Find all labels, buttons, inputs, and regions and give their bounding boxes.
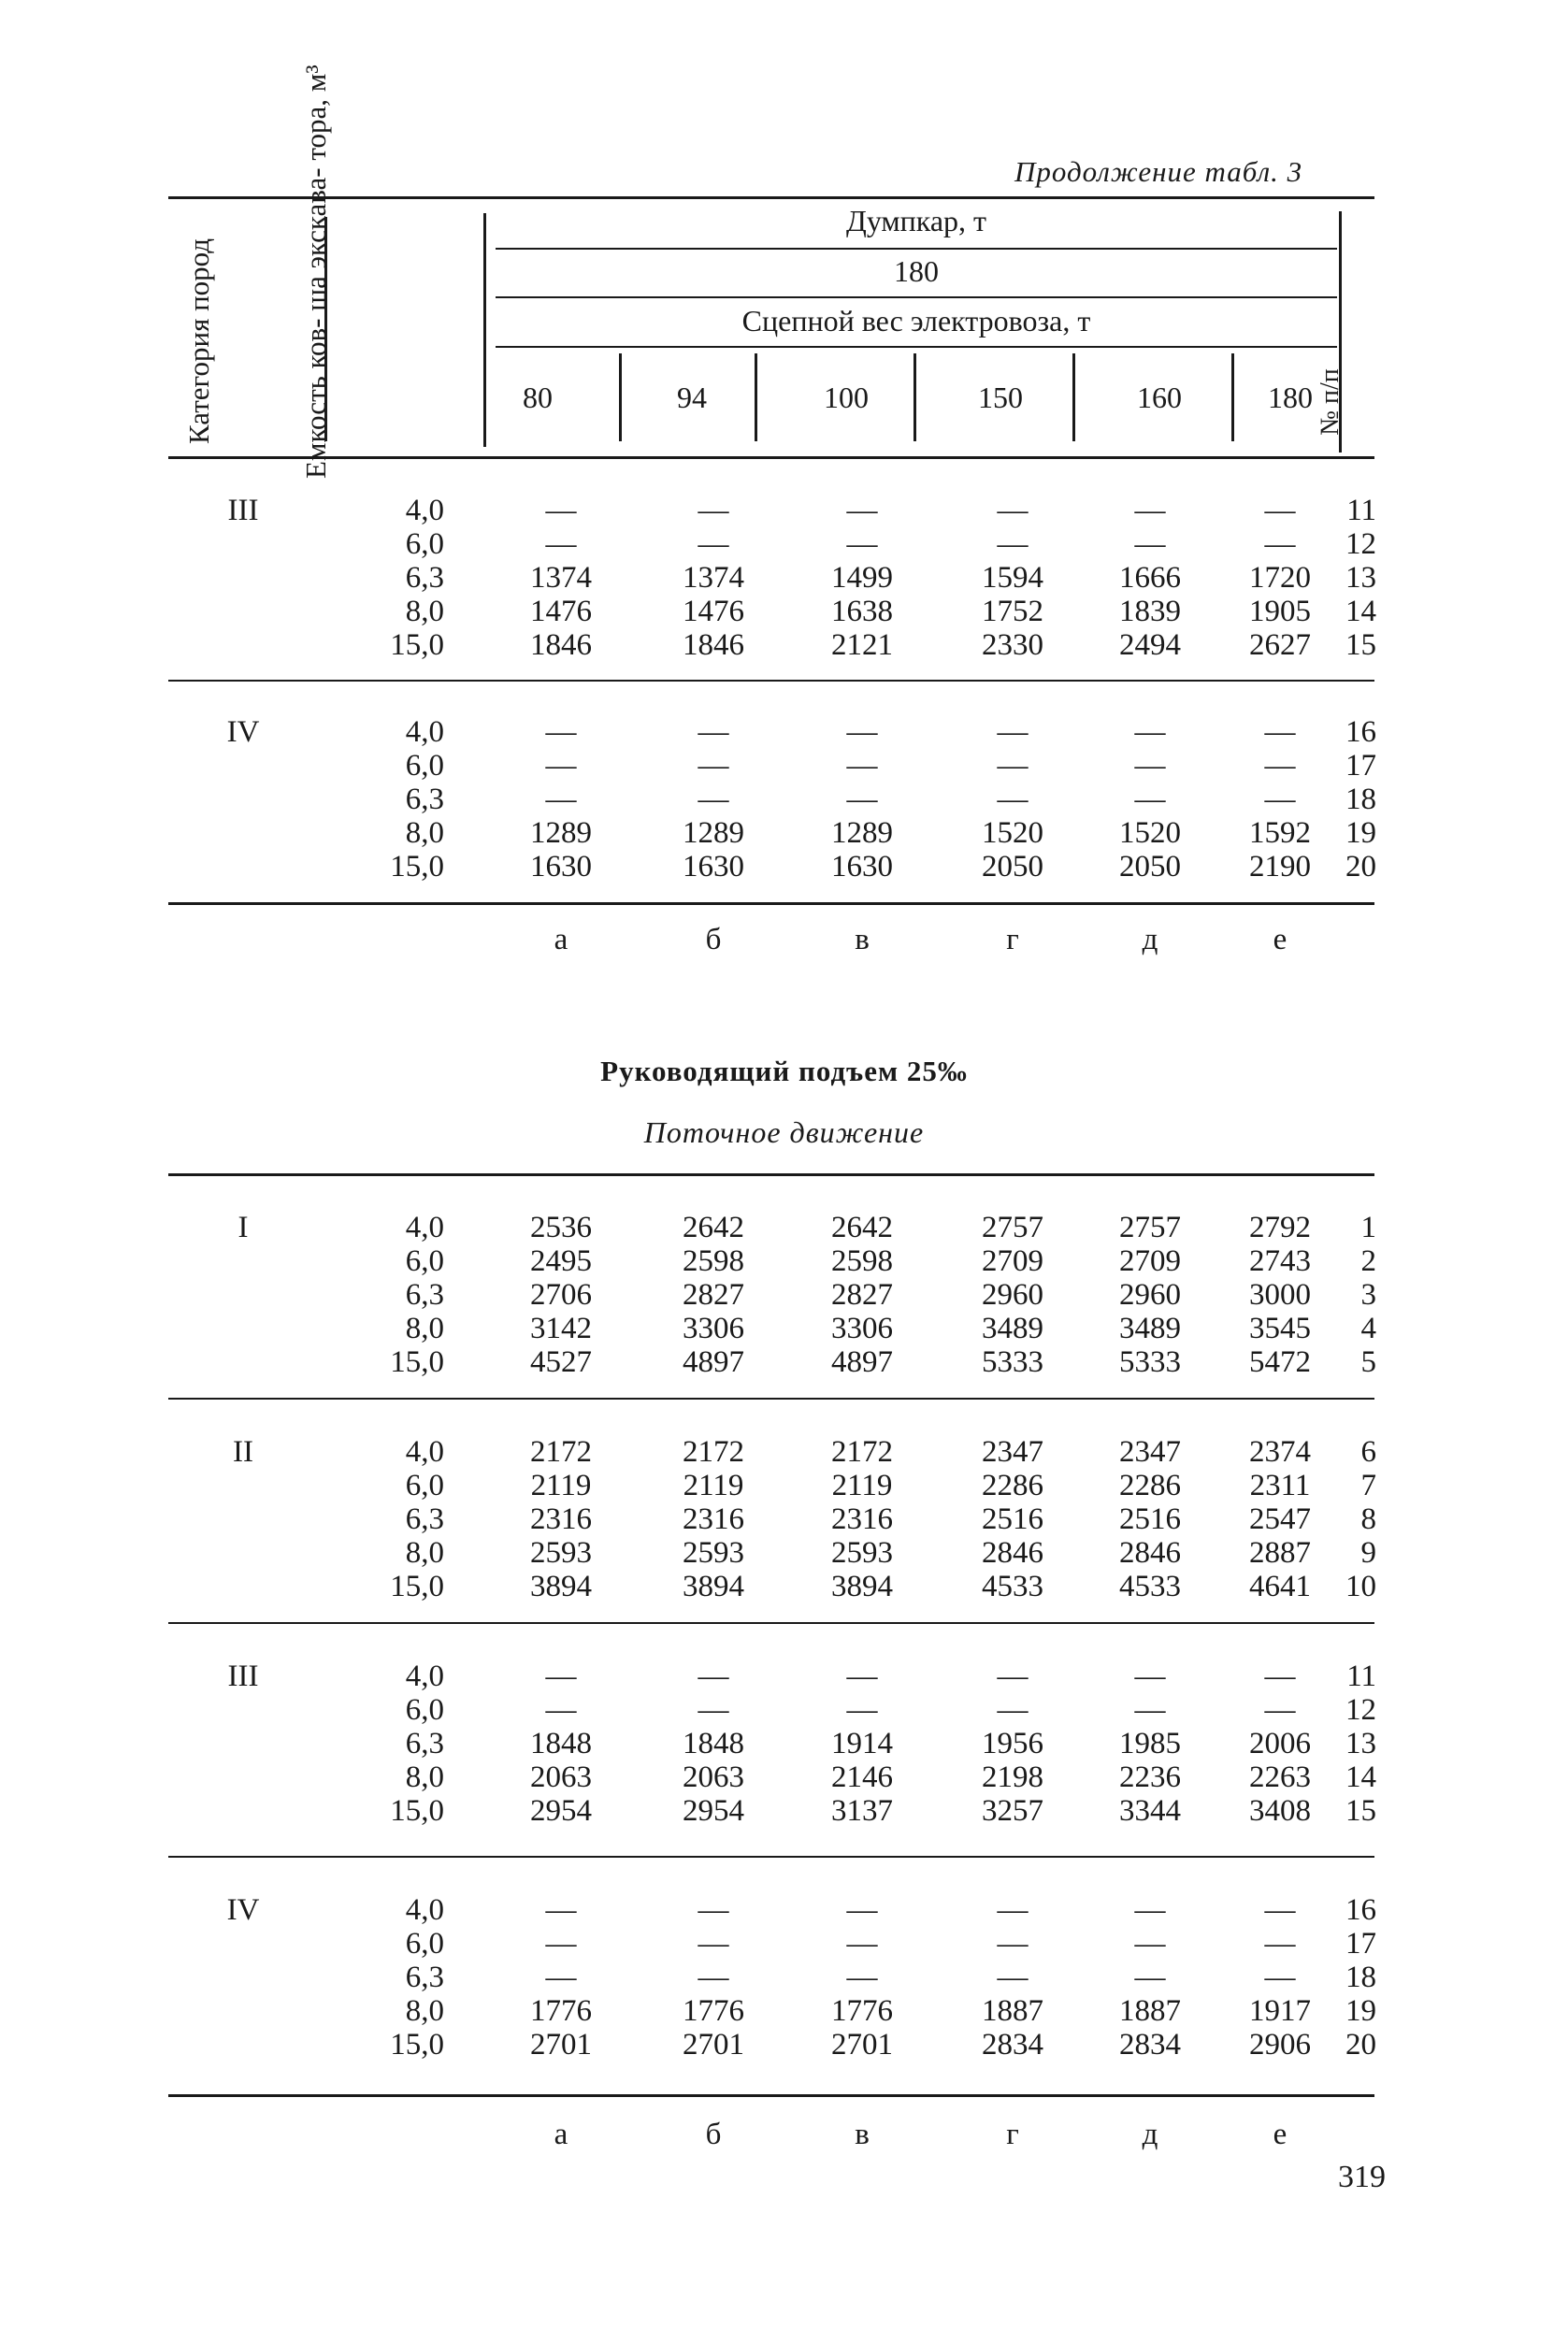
table-cell: — <box>1264 1660 1296 1693</box>
table-cell: 1776 <box>530 1994 592 2028</box>
table-cell: — <box>545 783 577 816</box>
table-cell: 2701 <box>530 2028 592 2062</box>
header-rule-dumpcar <box>496 248 1337 250</box>
capacity-cell: 6,0 <box>405 1693 444 1727</box>
table-cell: — <box>1134 715 1166 749</box>
capacity-cell: 15,0 <box>390 628 444 662</box>
table-cell: 3489 <box>1119 1312 1181 1345</box>
table-cell: — <box>997 1927 1029 1961</box>
header-divider <box>483 213 486 447</box>
table-cell: 2757 <box>1119 1211 1181 1244</box>
table-cell: 3894 <box>683 1570 744 1603</box>
table-cell: — <box>846 783 878 816</box>
row-number: 18 <box>1345 783 1376 816</box>
row-number: 11 <box>1346 494 1376 527</box>
weight-divider <box>1231 353 1234 441</box>
table-cell: 2598 <box>683 1244 744 1278</box>
table-cell: 2642 <box>683 1211 744 1244</box>
table-cell: 2642 <box>831 1211 893 1244</box>
table-cell: — <box>997 1893 1029 1927</box>
table-cell: 2593 <box>683 1536 744 1570</box>
table-cell: 2172 <box>530 1435 592 1469</box>
row-number: 16 <box>1345 715 1376 749</box>
row-number: 7 <box>1360 1469 1376 1502</box>
capacity-cell: 15,0 <box>390 1345 444 1379</box>
table-cell: — <box>997 749 1029 783</box>
header-number: № п/п <box>1316 368 1345 436</box>
table-cell: 2827 <box>831 1278 893 1312</box>
table-cell: 3000 <box>1249 1278 1311 1312</box>
table-cell: 3344 <box>1119 1794 1181 1828</box>
table-cell: 1846 <box>683 628 744 662</box>
table-cell: 2792 <box>1249 1211 1311 1244</box>
capacity-cell: 15,0 <box>390 1570 444 1603</box>
table-cell: 2960 <box>982 1278 1043 1312</box>
capacity-cell: 6,3 <box>405 1502 444 1536</box>
table-cell: — <box>1264 527 1296 561</box>
column-letter: б <box>705 2118 722 2151</box>
row-number: 19 <box>1345 816 1376 850</box>
table-cell: 2960 <box>1119 1278 1181 1312</box>
category-label: I <box>237 1211 249 1244</box>
table-cell: — <box>545 1961 577 1994</box>
table-cell: 1720 <box>1249 561 1311 595</box>
table-cell: — <box>846 1961 878 1994</box>
block-separator <box>168 1398 1374 1400</box>
capacity-cell: 8,0 <box>405 816 444 850</box>
row-number: 15 <box>1345 1794 1376 1828</box>
capacity-cell: 6,0 <box>405 1244 444 1278</box>
table-cell: — <box>698 1961 729 1994</box>
header-top-rule <box>168 196 1374 199</box>
table-cell: 1374 <box>530 561 592 595</box>
table-cell: 2316 <box>530 1502 592 1536</box>
table-cell: — <box>1264 494 1296 527</box>
table-cell: 3142 <box>530 1312 592 1345</box>
weight-divider <box>913 353 916 441</box>
category-label: IV <box>226 715 260 749</box>
weight-divider <box>1072 353 1075 441</box>
table-cell: 2627 <box>1249 628 1311 662</box>
table-cell: 3137 <box>831 1794 893 1828</box>
block-separator <box>168 1622 1374 1624</box>
table-cell: 1476 <box>683 595 744 628</box>
table-cell: 2709 <box>1119 1244 1181 1278</box>
table-cell: 2347 <box>1119 1435 1181 1469</box>
row-number: 17 <box>1345 749 1376 783</box>
table-cell: 2119 <box>530 1469 592 1502</box>
header-weight: 80 <box>523 381 553 414</box>
table-cell: — <box>1264 1961 1296 1994</box>
table-cell: 2516 <box>1119 1502 1181 1536</box>
header-dumpcar: Думпкар, т <box>845 204 987 237</box>
table-cell: 1848 <box>683 1727 744 1760</box>
capacity-cell: 15,0 <box>390 850 444 884</box>
table-cell: 2146 <box>831 1760 893 1794</box>
table-end-rule <box>168 902 1374 905</box>
row-number: 13 <box>1345 561 1376 595</box>
capacity-cell: 15,0 <box>390 1794 444 1828</box>
table-cell: — <box>997 494 1029 527</box>
table-cell: 4533 <box>982 1570 1043 1603</box>
table-cell: 2286 <box>982 1469 1043 1502</box>
table-cell: — <box>846 1660 878 1693</box>
table-cell: 2598 <box>831 1244 893 1278</box>
capacity-cell: 8,0 <box>405 1760 444 1794</box>
table-cell: — <box>545 749 577 783</box>
category-label: III <box>227 494 259 527</box>
table-cell: 2316 <box>683 1502 744 1536</box>
table-cell: 2316 <box>831 1502 893 1536</box>
table-cell: — <box>1264 1893 1296 1927</box>
table-cell: 2050 <box>1119 850 1181 884</box>
header-weight: 180 <box>1268 381 1313 414</box>
table-cell: — <box>1134 749 1166 783</box>
block-separator <box>168 1856 1374 1858</box>
table-cell: — <box>698 715 729 749</box>
table-cell: — <box>1264 1693 1296 1727</box>
column-letter: д <box>1142 2118 1158 2151</box>
row-number: 4 <box>1360 1312 1376 1345</box>
table-cell: 2954 <box>683 1794 744 1828</box>
table-cell: 2827 <box>683 1278 744 1312</box>
row-number: 6 <box>1360 1435 1376 1469</box>
table-cell: 2495 <box>530 1244 592 1278</box>
table-cell: — <box>698 1693 729 1727</box>
row-number: 11 <box>1346 1660 1376 1693</box>
table-cell: — <box>545 715 577 749</box>
table-cell: 2757 <box>982 1211 1043 1244</box>
capacity-cell: 8,0 <box>405 595 444 628</box>
weight-divider <box>619 353 622 441</box>
header-adhesion: Сцепной вес электровоза, т <box>741 304 1091 338</box>
column-letter: б <box>705 923 722 956</box>
table-cell: — <box>698 783 729 816</box>
table-cell: 1985 <box>1119 1727 1181 1760</box>
table-cell: 1666 <box>1119 561 1181 595</box>
capacity-cell: 6,3 <box>405 1278 444 1312</box>
table-cell: 5333 <box>1119 1345 1181 1379</box>
table-cell: — <box>846 494 878 527</box>
table-cell: 1917 <box>1249 1994 1311 2028</box>
table-cell: 4533 <box>1119 1570 1181 1603</box>
table-cell: 2119 <box>683 1469 744 1502</box>
table-cell: — <box>545 1927 577 1961</box>
table-cell: 2172 <box>683 1435 744 1469</box>
table-cell: — <box>698 1893 729 1927</box>
table-cell: 2593 <box>831 1536 893 1570</box>
table-cell: — <box>698 527 729 561</box>
table-cell: 2050 <box>982 850 1043 884</box>
table-cell: — <box>1134 1961 1166 1994</box>
table-cell: — <box>997 1961 1029 1994</box>
table-cell: 1776 <box>683 1994 744 2028</box>
section-subtitle: Поточное движение <box>643 1115 925 1149</box>
table-cell: 2954 <box>530 1794 592 1828</box>
table-cell: 3545 <box>1249 1312 1311 1345</box>
capacity-cell: 8,0 <box>405 1994 444 2028</box>
row-number: 14 <box>1345 1760 1376 1794</box>
table-cell: 1289 <box>831 816 893 850</box>
row-number: 1 <box>1360 1211 1376 1244</box>
table-cell: 2121 <box>831 628 893 662</box>
table-cell: 2547 <box>1249 1502 1311 1536</box>
capacity-cell: 4,0 <box>405 1660 444 1693</box>
capacity-cell: 8,0 <box>405 1536 444 1570</box>
table-cell: 2743 <box>1249 1244 1311 1278</box>
table-cell: 2846 <box>1119 1536 1181 1570</box>
table-cell: 1499 <box>831 561 893 595</box>
table-cell: 1752 <box>982 595 1043 628</box>
table-cell: — <box>698 1660 729 1693</box>
table-cell: — <box>997 783 1029 816</box>
table-cell: 1520 <box>982 816 1043 850</box>
row-number: 18 <box>1345 1961 1376 1994</box>
table-cell: 2006 <box>1249 1727 1311 1760</box>
table-cell: — <box>1264 783 1296 816</box>
table-cell: 4897 <box>831 1345 893 1379</box>
table-cell: 2887 <box>1249 1536 1311 1570</box>
table-cell: — <box>846 715 878 749</box>
table-cell: 1905 <box>1249 595 1311 628</box>
row-number: 2 <box>1360 1244 1376 1278</box>
column-letter: е <box>1273 923 1287 956</box>
table-cell: 3894 <box>831 1570 893 1603</box>
row-number: 13 <box>1345 1727 1376 1760</box>
column-letter: а <box>554 923 568 956</box>
table-cell: 2906 <box>1249 2028 1311 2062</box>
header-rule-adhesion <box>496 346 1337 348</box>
table-cell: 1776 <box>831 1994 893 2028</box>
column-letter: г <box>1006 2118 1019 2151</box>
table-cell: 2347 <box>982 1435 1043 1469</box>
page-number: 319 <box>1338 2160 1386 2194</box>
table-cell: — <box>1264 749 1296 783</box>
table-cell: 1520 <box>1119 816 1181 850</box>
table-cell: 1289 <box>530 816 592 850</box>
table-cell: — <box>1134 527 1166 561</box>
table-cell: — <box>846 1693 878 1727</box>
header-weight: 94 <box>677 381 707 414</box>
capacity-cell: 4,0 <box>405 494 444 527</box>
table-cell: — <box>545 494 577 527</box>
column-letter: в <box>855 923 870 956</box>
table-cell: 1887 <box>982 1994 1043 2028</box>
capacity-cell: 8,0 <box>405 1312 444 1345</box>
weight-divider <box>755 353 757 441</box>
table-cell: — <box>1134 1893 1166 1927</box>
header-weight: 150 <box>978 381 1023 414</box>
table-cell: — <box>1264 715 1296 749</box>
column-letter: а <box>554 2118 568 2151</box>
row-number: 14 <box>1345 595 1376 628</box>
category-label: II <box>233 1435 253 1469</box>
table-cell: 1594 <box>982 561 1043 595</box>
table-cell: — <box>698 1927 729 1961</box>
row-number: 15 <box>1345 628 1376 662</box>
table-cell: 2374 <box>1249 1435 1311 1469</box>
row-number: 3 <box>1360 1278 1376 1312</box>
table-cell: — <box>545 1693 577 1727</box>
table-cell: 2709 <box>982 1244 1043 1278</box>
table-cell: — <box>1134 1693 1166 1727</box>
table-cell: — <box>997 1693 1029 1727</box>
table-cell: — <box>997 527 1029 561</box>
table-cell: — <box>846 749 878 783</box>
table-cell: 4897 <box>683 1345 744 1379</box>
table-cell: 2063 <box>530 1760 592 1794</box>
capacity-cell: 6,3 <box>405 1727 444 1760</box>
table-cell: 1956 <box>982 1727 1043 1760</box>
table-cell: 3894 <box>530 1570 592 1603</box>
table-cell: 1887 <box>1119 1994 1181 2028</box>
row-number: 17 <box>1345 1927 1376 1961</box>
capacity-cell: 4,0 <box>405 715 444 749</box>
table-end-rule <box>168 2094 1374 2097</box>
table-cell: — <box>698 494 729 527</box>
table-cell: — <box>1134 494 1166 527</box>
table-cell: 2834 <box>982 2028 1043 2062</box>
table-cell: 2063 <box>683 1760 744 1794</box>
capacity-cell: 4,0 <box>405 1211 444 1244</box>
table-cell: 1476 <box>530 595 592 628</box>
table-cell: 3306 <box>831 1312 893 1345</box>
table-cell: — <box>545 527 577 561</box>
table-cell: — <box>846 1893 878 1927</box>
category-label: III <box>227 1660 259 1693</box>
table-cell: — <box>997 1660 1029 1693</box>
table-cell: 2286 <box>1119 1469 1181 1502</box>
table-cell: 2330 <box>982 628 1043 662</box>
row-number: 20 <box>1345 2028 1376 2062</box>
header-rule-180 <box>496 296 1337 298</box>
table-cell: 2701 <box>831 2028 893 2062</box>
table-cell: 3306 <box>683 1312 744 1345</box>
row-number: 20 <box>1345 850 1376 884</box>
lower-table-top-rule <box>168 1173 1374 1176</box>
table-cell: 5333 <box>982 1345 1043 1379</box>
table-cell: — <box>846 1927 878 1961</box>
table-cell: 5472 <box>1249 1345 1311 1379</box>
column-letter: г <box>1006 923 1019 956</box>
column-letter: в <box>855 2118 870 2151</box>
table-cell: — <box>545 1893 577 1927</box>
table-cell: 1839 <box>1119 595 1181 628</box>
section-title: Руководящий подъем 25‰ <box>600 1055 968 1087</box>
row-number: 19 <box>1345 1994 1376 2028</box>
column-letter: д <box>1142 923 1158 956</box>
table-cell: 2593 <box>530 1536 592 1570</box>
column-letter: е <box>1273 2118 1287 2151</box>
table-cell: 1630 <box>530 850 592 884</box>
row-number: 9 <box>1360 1536 1376 1570</box>
table-cell: 1630 <box>831 850 893 884</box>
capacity-cell: 6,0 <box>405 1927 444 1961</box>
table-cell: 4641 <box>1249 1570 1311 1603</box>
header-dumpcar-value: 180 <box>894 254 939 288</box>
header-capacity: Емкость ков- ша экскава- тора, м³ <box>299 65 332 479</box>
row-number: 8 <box>1360 1502 1376 1536</box>
table-cell: 1638 <box>831 595 893 628</box>
table-cell: 1289 <box>683 816 744 850</box>
row-number: 16 <box>1345 1893 1376 1927</box>
row-number: 10 <box>1345 1570 1376 1603</box>
table-cell: — <box>1134 783 1166 816</box>
table-continuation-caption: Продолжение табл. 3 <box>1014 155 1303 188</box>
table-cell: 2172 <box>831 1435 893 1469</box>
table-cell: 3408 <box>1249 1794 1311 1828</box>
table-cell: 3257 <box>982 1794 1043 1828</box>
table-cell: — <box>698 749 729 783</box>
table-cell: 2834 <box>1119 2028 1181 2062</box>
table-cell: 2536 <box>530 1211 592 1244</box>
capacity-cell: 4,0 <box>405 1435 444 1469</box>
table-cell: 2119 <box>831 1469 893 1502</box>
row-number: 12 <box>1345 1693 1376 1727</box>
table-cell: 1848 <box>530 1727 592 1760</box>
table-cell: 2701 <box>683 2028 744 2062</box>
table-cell: 1374 <box>683 561 744 595</box>
table-cell: — <box>545 1660 577 1693</box>
table-cell: 2516 <box>982 1502 1043 1536</box>
table-cell: 3489 <box>982 1312 1043 1345</box>
table-cell: 2706 <box>530 1278 592 1312</box>
table-cell: 1630 <box>683 850 744 884</box>
table-cell: 2494 <box>1119 628 1181 662</box>
table-cell: 2190 <box>1249 850 1311 884</box>
category-label: IV <box>226 1893 260 1927</box>
row-number: 12 <box>1345 527 1376 561</box>
table-cell: 1846 <box>530 628 592 662</box>
table-cell: 1914 <box>831 1727 893 1760</box>
header-category: Категория пород <box>182 237 215 444</box>
table-cell: — <box>1134 1927 1166 1961</box>
capacity-cell: 6,0 <box>405 749 444 783</box>
table-cell: — <box>997 715 1029 749</box>
row-number: 5 <box>1360 1345 1376 1379</box>
table-cell: 4527 <box>530 1345 592 1379</box>
table-cell: 1592 <box>1249 816 1311 850</box>
header-weight: 100 <box>824 381 869 414</box>
table-cell: — <box>1264 1927 1296 1961</box>
block-separator <box>168 680 1374 682</box>
capacity-cell: 6,3 <box>405 561 444 595</box>
table-cell: 2846 <box>982 1536 1043 1570</box>
table-cell: — <box>1134 1660 1166 1693</box>
table-cell: — <box>846 527 878 561</box>
capacity-cell: 6,3 <box>405 1961 444 1994</box>
capacity-cell: 6,0 <box>405 1469 444 1502</box>
table-cell: 2236 <box>1119 1760 1181 1794</box>
capacity-cell: 15,0 <box>390 2028 444 2062</box>
capacity-cell: 4,0 <box>405 1893 444 1927</box>
capacity-cell: 6,0 <box>405 527 444 561</box>
table-cell: 2198 <box>982 1760 1043 1794</box>
table-cell: 2311 <box>1249 1469 1311 1502</box>
capacity-cell: 6,3 <box>405 783 444 816</box>
header-weight: 160 <box>1137 381 1182 414</box>
table-cell: 2263 <box>1249 1760 1311 1794</box>
